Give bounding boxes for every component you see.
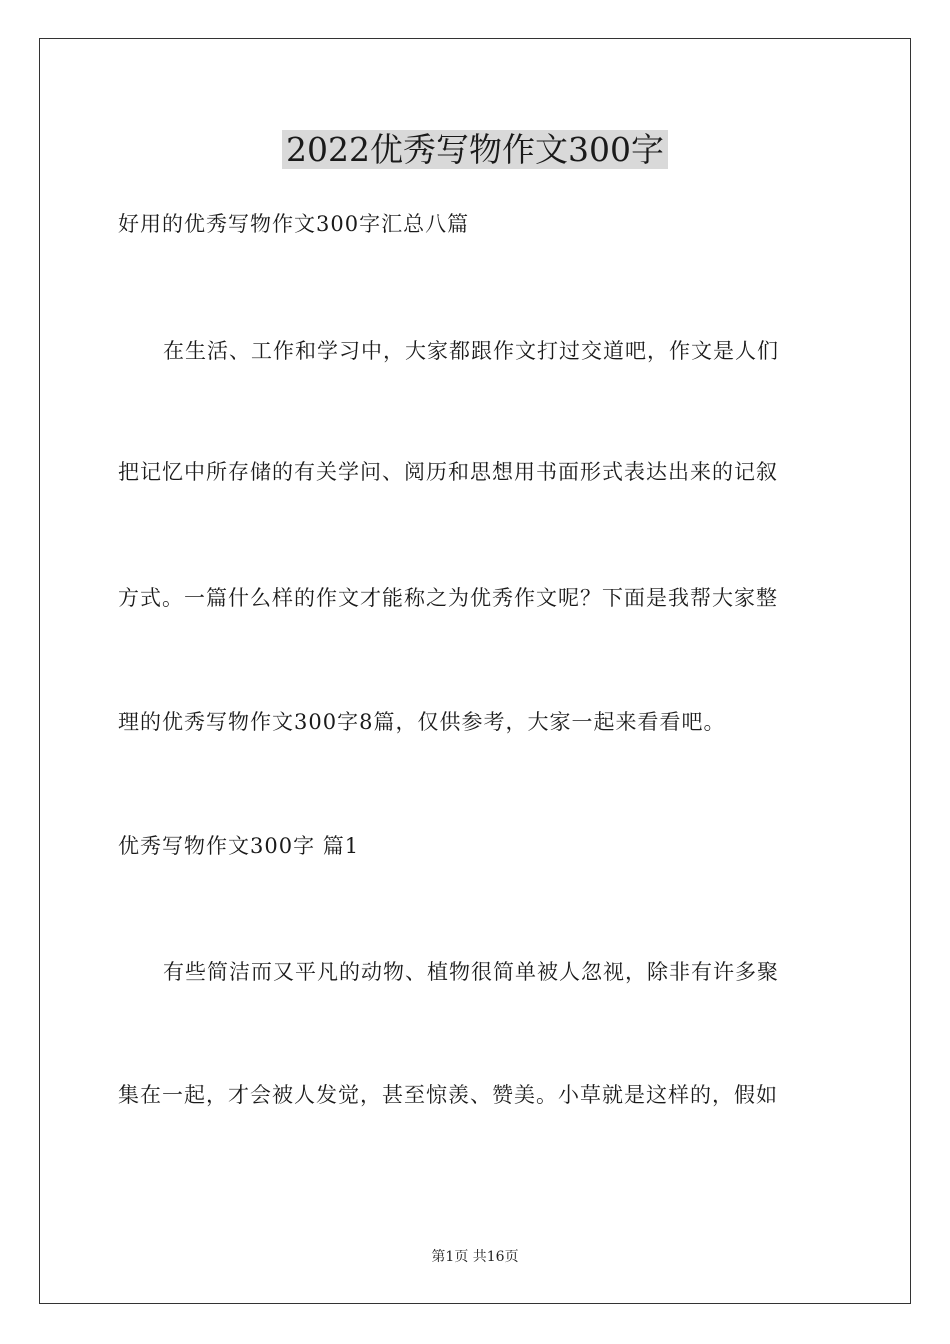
document-subtitle: 好用的优秀写物作文300字汇总八篇 (118, 212, 470, 236)
document-title (0, 128, 950, 172)
page-footer: 第1页 共16页 (431, 1249, 519, 1265)
paragraph-line: 在生活、工作和学习中，大家都跟作文打过交道吧，作文是人们 (163, 339, 779, 363)
section-heading: 优秀写物作文300字 篇1 (118, 834, 360, 858)
paragraph-line: 理的优秀写物作文300字8篇，仅供参考，大家一起来看看吧。 (118, 710, 726, 734)
paragraph-line: 集在一起，才会被人发觉，甚至惊羡、赞美。小草就是这样的，假如 (118, 1083, 778, 1107)
paragraph-line: 把记忆中所存储的有关学问、阅历和思想用书面形式表达出来的记叙 (118, 460, 778, 484)
document-title-text: 2022优秀写物作文300字 (282, 130, 668, 169)
paragraph-line: 方式。一篇什么样的作文才能称之为优秀作文呢？下面是我帮大家整 (118, 586, 778, 610)
paragraph-line: 有些简洁而又平凡的动物、植物很简单被人忽视，除非有许多聚 (163, 960, 779, 984)
